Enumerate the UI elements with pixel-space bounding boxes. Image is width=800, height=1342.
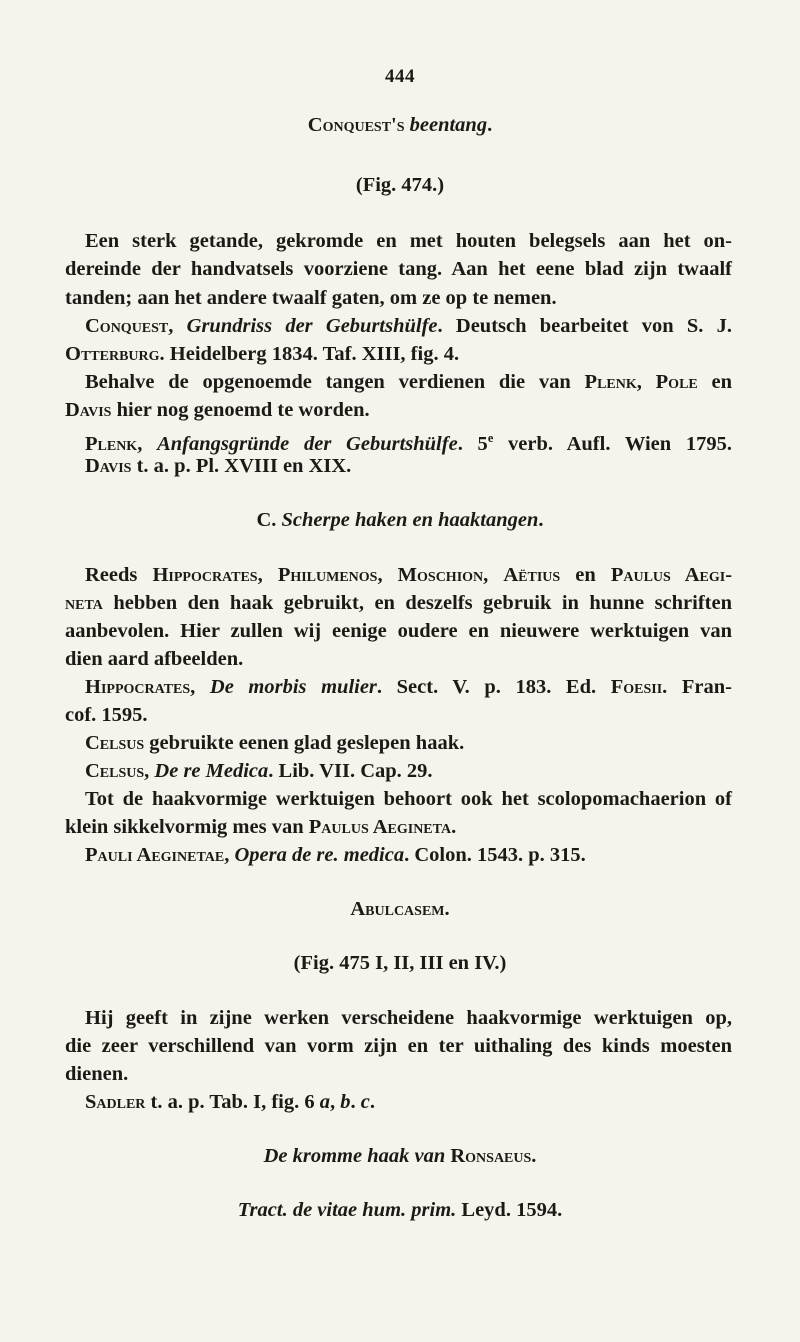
- section-heading-abulcasem: Abulcasem.: [350, 898, 450, 920]
- paragraph-line: Een sterk getande, gekromde en met houten belegsels aan het on-: [85, 230, 732, 252]
- section-heading-ronsaeus: De kromme haak van Ronsaeus.: [263, 1145, 537, 1167]
- paragraph-line: dereinde der handvatsels voorziene tang. Aan het eene blad zijn twaalf: [65, 258, 732, 280]
- paragraph-line: Hij geeft in zijne werken verscheidene haakvormige werktuigen op,: [85, 1007, 732, 1029]
- citation-line: Sadler t. a. p. Tab. I, fig. 6 a, b. c.: [85, 1091, 375, 1113]
- figure-reference: (Fig. 475 I, II, III en IV.): [293, 952, 507, 974]
- citation-line: Hippocrates, De morbis mulier. Sect. V. p. 183. Ed. Foesii. Fran-: [85, 676, 732, 698]
- citation-line: Pauli Aeginetae, Opera de re. medica. Colon. 1543. p. 315.: [85, 844, 586, 866]
- citation-line: Davis t. a. p. Pl. XVIII en XIX.: [85, 455, 352, 477]
- paragraph-line: neta hebben den haak gebruikt, en deszelfs gebruik in hunne schriften: [65, 592, 732, 614]
- citation-line: Tract. de vitae hum. prim. Leyd. 1594.: [237, 1199, 563, 1221]
- paragraph-line: Davis hier nog genoemd te worden.: [65, 399, 370, 421]
- section-heading-c: C. Scherpe haken en haaktangen.: [256, 509, 544, 531]
- paragraph-line: Tot de haakvormige werktuigen behoort ook het scolopomachaerion of: [85, 788, 732, 810]
- paragraph-line: Reeds Hippocrates, Philumenos, Moschion, Aëtius en Paulus Aegi-: [85, 564, 733, 586]
- paragraph-line: Behalve de opgenoemde tangen verdienen die van Plenk, Pole en: [85, 371, 733, 393]
- citation-line: Plenk, Anfangsgründe der Geburtshülfe. 5e verb. Aufl. Wien 1795.: [85, 431, 733, 455]
- citation-line: Otterburg. Heidelberg 1834. Taf. XIII, fig. 4.: [65, 343, 460, 365]
- paragraph-line: aanbevolen. Hier zullen wij eenige oudere en nieuwere werktuigen van: [65, 620, 732, 642]
- page-number: 444: [385, 66, 415, 87]
- citation-line: Conquest, Grundriss der Geburtshülfe. Deutsch bearbeitet von S. J.: [85, 315, 733, 337]
- citation-line: Celsus, De re Medica. Lib. VII. Cap. 29.: [85, 760, 433, 782]
- citation-line: cof. 1595.: [65, 704, 148, 726]
- paragraph-line: die zeer verschillend van vorm zijn en ter uithaling des kinds moesten: [65, 1035, 732, 1057]
- paragraph-line: dien aard afbeelden.: [65, 648, 244, 670]
- section-heading-conquest: Conquest's beentang.: [307, 114, 493, 136]
- paragraph-line: dienen.: [65, 1063, 129, 1085]
- paragraph-line: Celsus gebruikte eenen glad geslepen haak.: [85, 732, 465, 754]
- paragraph-line: tanden; aan het andere twaalf gaten, om ze op te nemen.: [65, 287, 557, 309]
- paragraph-line: klein sikkelvormig mes van Paulus Aegineta.: [65, 816, 457, 838]
- figure-reference: (Fig. 474.): [355, 174, 445, 196]
